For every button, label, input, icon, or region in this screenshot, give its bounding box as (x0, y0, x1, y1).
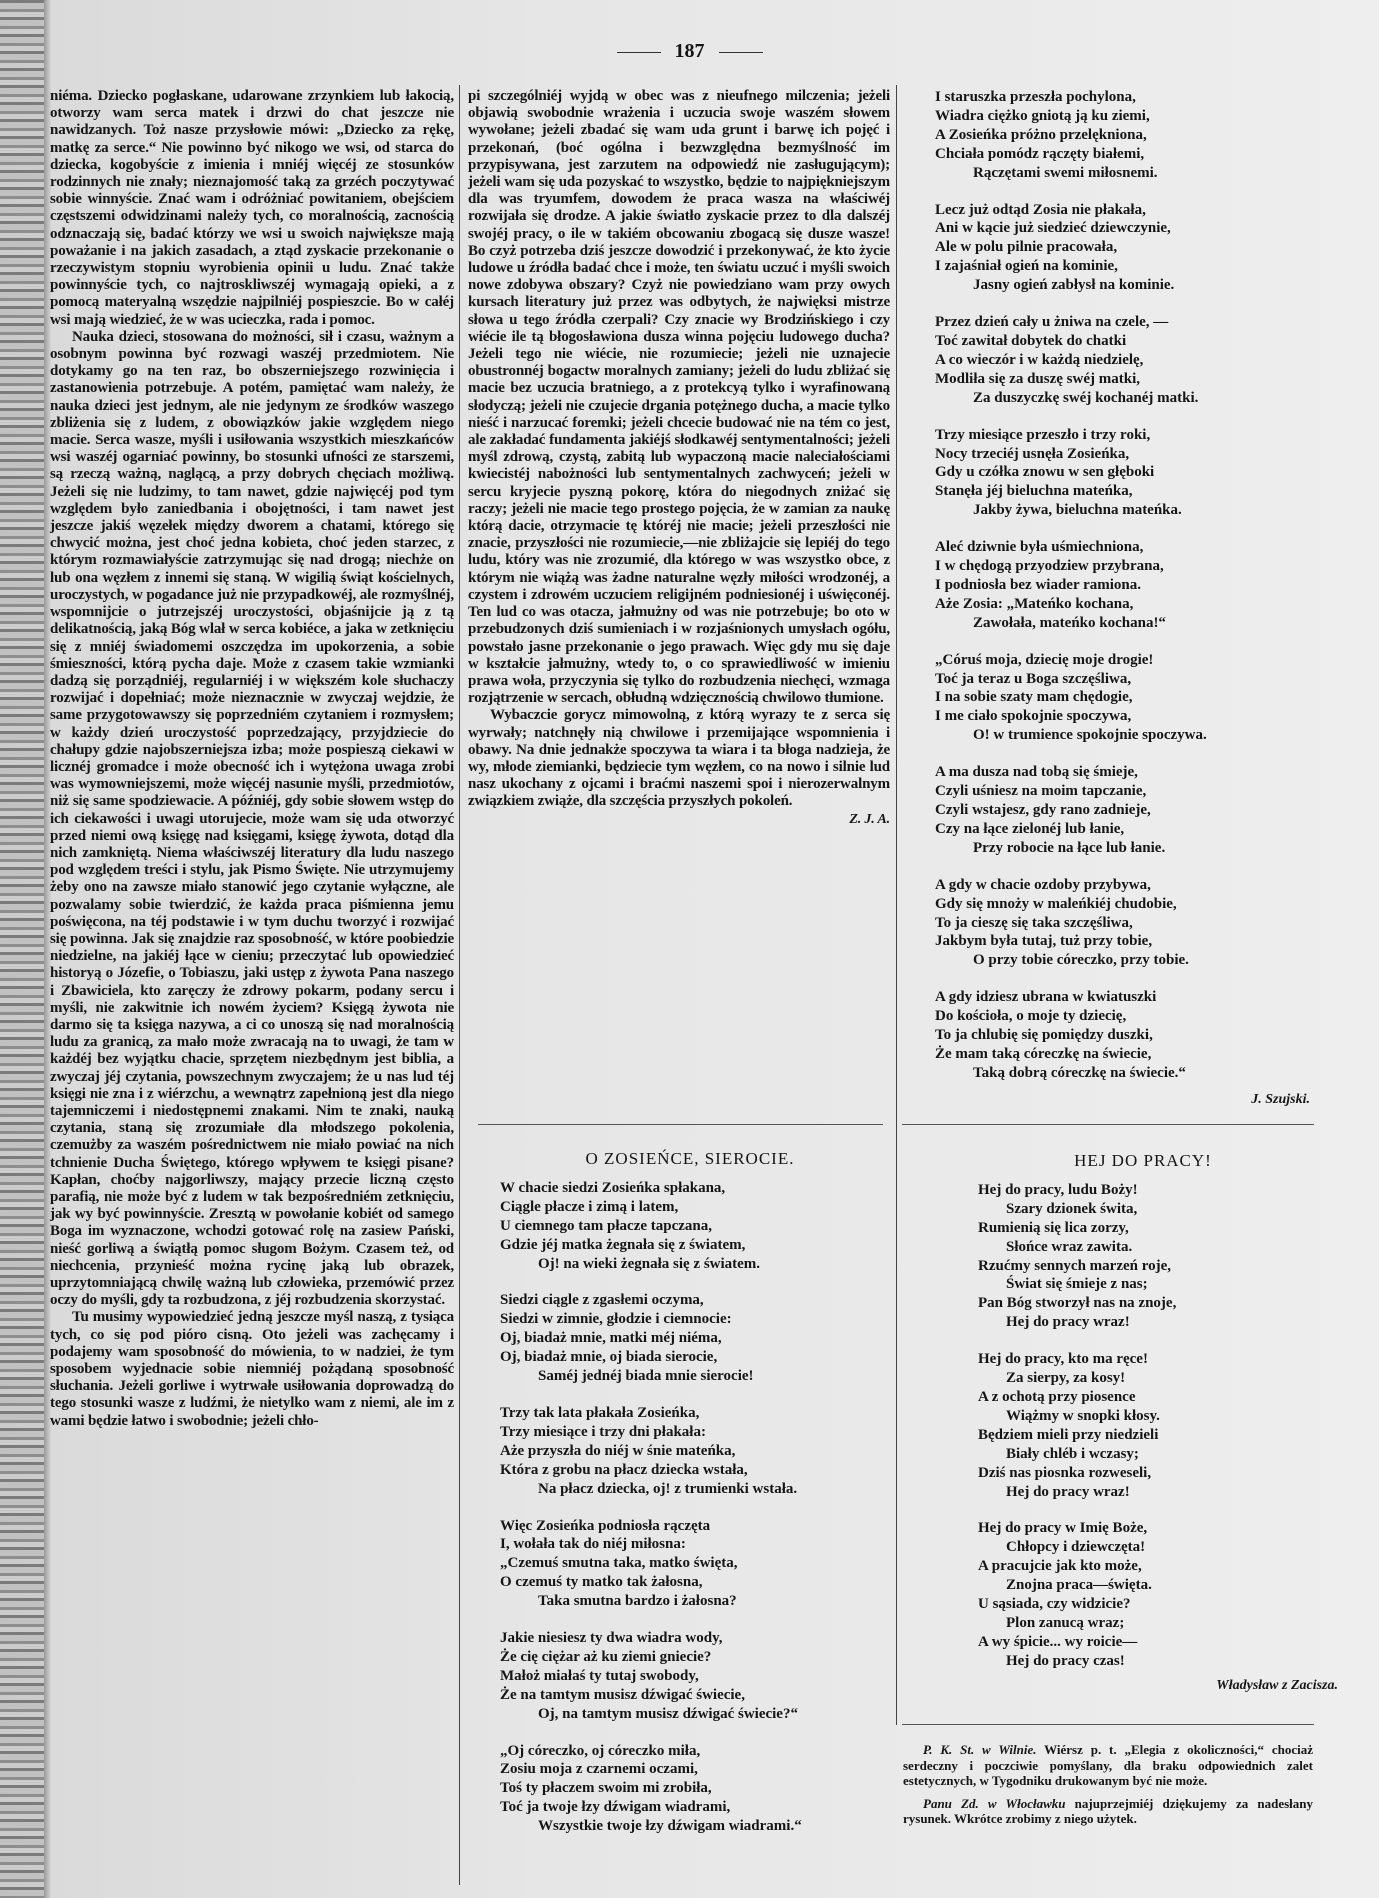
poem-line: Ale w polu pilnie pracowała, (935, 239, 1118, 256)
poem-line: I staruszka przeszła pochylona, (935, 89, 1136, 105)
poem-zosienka-part1 (500, 1150, 880, 1854)
stanza (500, 1517, 880, 1612)
stanza (935, 88, 1310, 183)
poem-line: Aleć dziwnie była uśmiechniona, (935, 539, 1144, 556)
poem-line: „Córuś moja, dziecię moje drogie! (935, 651, 1154, 668)
poem-line: Toć ja teraz u Boga szczęśliwa, (935, 670, 1132, 687)
poem-line: Świat się śmieje z nas; (1006, 1276, 1148, 1293)
poem-line: Będziem mieli przy niedzieli (978, 1426, 1159, 1443)
poem-line: Toć zawitał dobytek do chatki (935, 332, 1127, 349)
poem-line: Toć ja twoje łzy dźwigam wiadrami, (500, 1799, 731, 1816)
poem-line: To ja cieszę się taka szczęśliwa, (935, 914, 1133, 931)
poem-line: Hej do pracy wraz! (1006, 1483, 1130, 1500)
page-number-text: 187 (674, 40, 705, 62)
poem-line: Oj! na wieki żegnała się z światem. (538, 1255, 761, 1272)
poem-line: „Czemuś smutna taka, matko święta, (500, 1555, 738, 1572)
editorial-note (903, 1796, 1313, 1827)
column-divider-2 (896, 85, 897, 1725)
poem-line: Siedzi ciągle z zgasłemi oczyma, (500, 1292, 704, 1309)
author-signature: Władysław z Zacisza. (1216, 1677, 1338, 1693)
poem-line: Hej do pracy, kto ma ręce! (978, 1351, 1148, 1368)
poem-line: Nocy trzeciéj usnęła Zosieńka, (935, 445, 1130, 462)
poem-line: Szary dzionek świta, (1006, 1200, 1138, 1217)
notes-rule (902, 1724, 1314, 1725)
column-divider-1 (459, 85, 460, 1885)
poem-line: I w chędogą przyodziew przybrana, (935, 558, 1164, 575)
poem-line: Oj, biadaż mnie, matki méj niéma, (500, 1330, 722, 1347)
poem-title: HEJ DO PRACY! (1074, 1151, 1212, 1170)
stanza (500, 1629, 880, 1724)
poem-line: „Oj córeczko, oj córeczko miła, (500, 1742, 701, 1759)
stanza (500, 1291, 880, 1386)
poem-line: Rzućmy sennych marzeń roje, (978, 1257, 1172, 1274)
poem-line: Trzy miesiące przeszło i trzy roki, (935, 426, 1151, 443)
poem-line: U sąsiada, czy widzicie? (978, 1596, 1131, 1613)
section-rule-col2 (478, 1124, 883, 1125)
poem-line: Czyli wstajesz, gdy rano zadnieje, (935, 802, 1151, 818)
poem-zosienka-part2 (935, 88, 1310, 1110)
poem-line: Małoż miałaś ty tutaj swobody, (500, 1667, 699, 1684)
stanza (500, 1404, 880, 1499)
poem-line: Pan Bóg stworzył nas na znoje, (978, 1295, 1177, 1312)
poem-line: A co wieczór i w każdą niedzielę, (935, 351, 1144, 368)
poem-line: Oj, na tamtym musisz dźwigać świecie?“ (538, 1705, 798, 1722)
poem-title: O ZOSIEŃCE, SIEROCIE. (585, 1149, 795, 1168)
paragraph: Tu musimy wypowiedzieć jedną jeszcze myśl naszą, z tysiąca tych, co się pod pióro cisną. Oto jeżeli was zachęcamy i podajemy wam sposobność do mówienia, to w nadziei, że tym sposobem wyjednacie sobie niemniéj pożądaną sposobność słuchania. Jeżeli gorliwe i wytrwałe usiłowania doprowadzą do tego stosunki wasze z ludźmi, że nietylko wam z niemi, ale im z wami będzie łatwo i swobodnie; jeżeli chło- (50, 1309, 454, 1429)
poem-line: To ja chlubię się pomiędzy duszki, (935, 1027, 1153, 1044)
author-signature: J. Szujski. (1251, 1091, 1310, 1107)
poem-line: O przy tobie córeczko, przy tobie. (973, 952, 1189, 969)
poem-line: Hej do pracy w Imię Boże, (978, 1520, 1148, 1537)
poem-line: Aże przyszła do niéj w śnie mateńka, (500, 1442, 736, 1459)
stanza (935, 538, 1310, 633)
poem-line: Chłopcy i dziewczęta! (1006, 1539, 1146, 1556)
poem-line: Przez dzień cały u żniwa na czele, — (935, 314, 1169, 331)
poem-line: Przy robocie na łące lub łanie. (973, 839, 1166, 856)
poem-line: I na sobie szaty mam chędogie, (935, 689, 1133, 706)
poem-line: Która z grobu na płacz dziecka wstała, (500, 1461, 748, 1478)
editorial-note (903, 1742, 1313, 1789)
page-number (0, 40, 1379, 63)
poem-line: Czy na łące zielonéj lub łanie, (935, 820, 1125, 837)
poem-line: Wiążmy w snopki kłosy. (1006, 1407, 1160, 1424)
paragraph: Nauka dzieci, stosowana do możności, sił i czasu, ważnym a osobnym powinna być rozwagi waszéj przedmiotem. Nie dotykamy go na ten raz, bo obszerniejszego rozwinięcia i zastanowienia potrzebuje. A potém, pamiętać wam należy, że nauka dzieci jest jednym, ale nie jedynym ze środków waszego zbliżenia się z ludem, z obowiązków jakie względem niego macie. Serca wasze, myśli i usiłowania wszystkich mieszkańców wsi waszéj ogarniać powinny, bo stosunki ufności ze starszemi, są rzeczą ważną, naglącą, a przy dobrych chęciach możliwą. Jeżeli się nie ludzimy, to tam nawet, gdzie najwięcéj pod tym względem było zaniedbania i obojętności, i tam nawet jest jeszcze jakiś węzełek między dworem a chatami, którego się chwycić można, jest choć jedna kobieta, choć jeden starzec, z którym rozmawiałyście zatrzymując się nad drogą; niechże on lub ona węzłem z innemi się staną. W wigilią świąt kościelnych, uroczystych, w pogadance już nie przypadkowéj, ale rozmyślnéj, wspomnijcie o jutrzejszéj uroczystości, objaśnijcie ją z tą delikatnością, jaką Bóg wlał w serca kobiéce, a jaka w zetknięciu się z mniéj świadomemi oszczędza im upokorzenia, a sobie śmieszności, którą pycha daje. Może z czasem takie wzmianki dadzą się porządniéj, regularniéj i w większém kole słuchaczy rozwijać i dopełniać; może nieznacznie w zwyczaj wejdzie, że same przygotowawszy się poprzedniém czytaniem i rozmysłem; w każdy dzień uroczystość poprzedzający, przyjdziecie do chałupy gdzie najobszerniejsza izba; może pospieszą ciekawi w licznéj gromadce i może obecność ich i wytężona uwaga zrobi was wymowniejszemi, może więcéj nasunie myśli, przedmiotów, niż się same spodziewacie. A późniéj, gdy sobie słowem wstęp do ich ciekawości i uwagi utorujecie, może wam się uda otworzyć przed niemi ową księgę nad księgami, księgę żywota, dotąd dla nich zamkniętą. Niema właściwszéj literatury dla ludu naszego pod względem treści i stylu, jak Pismo Święte. Nie utrzymujemy żeby ono na zawsze miało stanowić jego czytanie wyłączne, ale pozwalamy sobie twierdzić, że każda praca piśmienna jemu poświęcona, na téj podstawie i w tym duchu tworzyć i rozwijać się powinna. Jak się znajdzie raz sposobność, w które poobiedzie niedzielne, na jakiéj łące w cieniu; przeczytać lub opowiedzieć historyą o Józefie, o Tobiaszu, jaki ustęp z żywota Pana naszego i Zbawiciela, kto zaręczy że zdrowy pokarm, podany sercu i myśli, nie zakwitnie ich nowém życiem? Księgą żywota nie darmo się ta księga nazywa, a ci co unoszą się nad moralnością ludu za granicą, za mało może zwracają na to uwagi, że tam w każdéj bez wyjątku chacie, sprzętem niezbędnym jest biblia, a zwyczaj jéj czytania, powszechnym zwyczajem; że u nas lud téj księgi nie zna i z wiérzchu, a wewnątrz zapełnioną jest dla niego tajemniczemi i niedostępnemi znakami. Nim te znaki, nauką czytania, staną się zrozumiałe dla młodszego pokolenia, czemużby za waszém pośrednictwem nie miało powiać na nich tchnienie Ducha Świętego, którego wpływem te księgi pisane? Kapłan, choćby najgorliwszy, mający przecie liczną często parafią, nie może być z ludem w tak bezpośredniém zetknięciu, jak wy być powinnyście. Zresztą w powołanie kobiét od samego Boga im wyznaczone, wchodzi gotować rolę na zasiew Pański, nieść gorliwą a świątłą pomoc sługom Bożym. Czasem też, od niechcenia, przynieść można rycinę jaką lub obrazek, uprzytomniającą chwilę ważną lub człowieka, przemówić przez oczy do myśli, gdy ta rozbudzona, z jéj rozbudzenia skorzystać. (50, 328, 454, 1309)
poem-line: Trzy miesiące i trzy dni płakała: (500, 1423, 706, 1440)
poem-line: I, wołała tak do niéj miłosna: (500, 1536, 686, 1553)
author-signature: Z. J. A. (849, 811, 890, 827)
poem-line: Gdy u czółka znowu w sen głęboki (935, 464, 1155, 481)
paragraph: niéma. Dziecko pogłaskane, udarowane zrzynkiem lub łakocią, otworzy wam serca matek i drzwi do chat jeszcze nie nawidzanych. Toż nasze przysłowie mówi: „Dziecko za rękę, matkę za serce.“ Nie powinno być nikogo we wsi, od starca do dziecka, kogobyście z imienia i mniéj więcéj ze stosunków rodzinnych nie znały; nieznajomość taką za grzéch poczytywać sobie winnyście. Znać wam i odróżniać powitaniem, obejściem częstszemi odwidzinami należy tych, co moralnością, zacnością odznaczają się, badać którzy we wsi u swoich największe mają poważanie i na jakich zasadach, a ztąd zyskacie przekonanie o rzeczywistym stopniu wyrobienia opinii u ludu. Znać także powinnyście tych, co najtroskliwszéj wymagają opieki, a z pomocą materyalną wszędzie najpilniéj pospieszcie. Bo w całéj wsi mają wiedzieć, że w was ucieczka, rada i pomoc. (50, 88, 454, 328)
poem-line: A ma dusza nad tobą się śmieje, (935, 764, 1138, 781)
poem-line: Że cię ciężar aż ku ziemi gniecie? (500, 1648, 712, 1665)
poem-line: A z ochotą przy piosence (978, 1388, 1136, 1405)
note-text: najuprzejmiéj dziękujemy za nadesłany rysunek. Wkrótce zrobimy z niego użytek. (903, 1795, 1314, 1826)
stanza (935, 426, 1310, 521)
poem-line: Taka smutna bardzo i żałosna? (538, 1593, 737, 1610)
poem-line: Stanęła jéj bieluchna mateńka, (935, 483, 1133, 500)
poem-line: U ciemnego tam płacze tapczana, (500, 1217, 713, 1234)
poem-line: Modliła się za duszę swéj matki, (935, 370, 1140, 387)
poem-line: A gdy w chacie ozdoby przybywa, (935, 876, 1151, 893)
poem-line: O! w trumience spokojnie spoczywa. (973, 727, 1207, 744)
poem-line: Jakby żywa, bieluchna mateńka. (973, 502, 1182, 519)
poem-line: Zawołała, mateńko kochana!“ (973, 614, 1166, 631)
section-rule-col3 (902, 1124, 1314, 1125)
column-2-article (468, 88, 890, 828)
poem-line: Na płacz dziecka, oj! z trumienki wstała. (538, 1480, 798, 1497)
poem-line: Trzy tak lata płakała Zosieńka, (500, 1404, 700, 1421)
dash-left (617, 52, 661, 53)
poem-line: A gdy idziesz ubrana w kwiatuszki (935, 989, 1157, 1006)
poem-line: Jakie niesiesz ty dwa wiadra wody, (500, 1630, 723, 1647)
poem-line: Oj, biadaż mnie, oj biada sierocie, (500, 1349, 718, 1366)
stanza (935, 876, 1310, 971)
poem-line: I podniosła bez wiader ramiona. (935, 576, 1141, 593)
poem-line: Aże Zosia: „Mateńko kochana, (935, 595, 1134, 612)
poem-line: Jasny ogień zabłysł na kominie. (973, 277, 1175, 294)
note-addressee: Panu Zd. w Włocławku (923, 1795, 1066, 1811)
stanza (935, 313, 1310, 408)
poem-line: Hej do pracy czas! (1006, 1652, 1125, 1669)
poem-line: Że na tamtym musisz dźwigać świecie, (500, 1686, 745, 1703)
stanza (978, 1350, 1308, 1501)
poem-line: Gdy się mnoży w maleńkiéj chudobie, (935, 895, 1177, 912)
poem-line: Siedzi w zimnie, głodzie i ciemnocie: (500, 1311, 732, 1328)
poem-line: Rumienią się lica zorzy, (978, 1219, 1129, 1236)
poem-line: Czyli uśniesz na moim tapczanie, (935, 783, 1147, 800)
column-1-article (50, 88, 454, 1430)
note-text: Wiérsz p. t. „Elegia z okoliczności,“ chociaż serdeczny i poczciwie pomyślany, dla braku odpowiednich zalet estetycznych, w Tygodniku drukowanym być nie może. (903, 1742, 1313, 1788)
note-addressee: P. K. St. w Wilnie. (923, 1742, 1037, 1757)
poem-line: Saméj jednéj biada mnie sierocie! (538, 1368, 754, 1385)
poem-hej-do-pracy (978, 1151, 1338, 1696)
poem-line: Rączętami swemi miłosnemi. (973, 164, 1158, 181)
poem-line: Że mam taką córeczkę na świecie, (935, 1045, 1152, 1062)
stanza (500, 1742, 880, 1837)
stanza (935, 201, 1310, 296)
poem-line: Taką dobrą córeczkę na świecie.“ (973, 1064, 1186, 1081)
stanza (935, 651, 1310, 746)
poem-line: O czemuś ty matko tak żałosna, (500, 1574, 703, 1591)
poem-line: Zosiu moja z czarnemi oczami, (500, 1761, 698, 1778)
poem-line: Więc Zosieńka podniosła rączęta (500, 1517, 711, 1534)
poem-line: Gdzie jéj matka żegnała się z światem, (500, 1236, 746, 1253)
poem-line: I me ciało spokojnie spoczywa, (935, 708, 1132, 725)
poem-line: Biały chléb i wczasy; (1006, 1445, 1139, 1462)
stanza (978, 1181, 1308, 1332)
adjacent-page-bleed (0, 0, 44, 1898)
poem-line: Hej do pracy, ludu Boży! (978, 1181, 1138, 1198)
poem-line: Wszystkie twoje łzy dźwigam wiadrami.“ (538, 1818, 802, 1835)
poem-line: Ciągle płacze i zimą i latem, (500, 1198, 679, 1215)
dash-right (719, 52, 763, 53)
poem-line: Jakbym była tutaj, tuż przy tobie, (935, 933, 1153, 950)
editorial-notes (903, 1742, 1313, 1834)
poem-line: Chciała pomódz rączęty białemi, (935, 145, 1145, 162)
poem-line: Za sierpy, za kosy! (1006, 1370, 1126, 1387)
stanza (935, 988, 1310, 1083)
stanza (978, 1519, 1308, 1670)
poem-line: Dziś nas piosnka rozweseli, (978, 1464, 1152, 1481)
stanza (935, 763, 1310, 858)
poem-line: A wy śpicie... wy roicie— (978, 1633, 1138, 1650)
poem-line: Wiadra ciężko gniotą ją ku ziemi, (935, 107, 1150, 124)
stanza (500, 1179, 880, 1274)
poem-line: Do kościoła, o moje ty dziecię, (935, 1008, 1127, 1025)
paragraph: pi szczególniéj wyjdą w obec was z nieufnego milczenia; jeżeli objawią swobodnie wrażenia i uczucia swoje waszém słowem wywołane; jeżeli zbadać się wam uda grunt i barwę ich pojęć i przekonań, (boć ogólna i bezwzględna bezmyślność im przypisywana, jest zarzutem na odpowiedź nie zasługującym); jeżeli wam się uda pozyskać to wszystko, będzie to najpiękniejszym dla was tryumfem, dowodem że praca wasza na właściwéj rozwijała się drodze. A jakie światło zyskacie przez to dla dalszéj swojéj pracy, o ile w takiém obcowaniu zbogacą się dusze wasze! Bo czyż potrzeba dziś jeszcze dowodzić i przekonywać, że kto życie ludowe u źródła badać chce i może, ten światu uczuć i myśli swoich nowe zdobywa obszary? Czyż nie powiedziano wam przy owych kursach literatury już przez was odbytych, że najwięksi mistrze słowa u tego źródła czerpali? Czy znacie wy Brodzińskiego i czy wiécie ile tą błogosławiona dusza winna pojęciu ludowego ducha? Jeżeli tego nie wiécie, nie rozumiecie; jeżeli nie uznajecie obustronnéj bogactw moralnych zamiany; jeżeli do ludu zbliżać się macie bez uczucia bratniego, a z protekcyą tylko i wyrafinowaną słodyczą; jeżeli nie czujecie drgania potężnego ducha, a macie tylko nieść i narzucać foremki; jeżeli chcecie budować nie na tém co jest, ale zakładać fundamenta jakiéjś słodkawéj sentymentalności; jeżeli myśl zdrową, czystą, zabitą lub wypaczoną macie naleciałościami kwiecistéj nabożności lub sentymentalnych zachwyceń; jeżeli w sercu kryjecie pyszną pokorę, która do niegodnych zniżać się raczy; jeżeli nie macie tego prostego pojęcia, że w zamian za naukę którą dacie, otrzymacie tę któréj nie macie; jeżeli przeszłości nie znacie, przyszłości nie rozumiecie,—nie zbliżajcie się lepiéj do tego ludu, który was nie zrozumié, dla którego w was wszystko obce, z którym nie wiążą was żadne naturalne węzły miłości wrodzonéj, a czystem i zdrowém uczuciem religijném podniesionéj i uświęconéj. Ten lud co was otacza, jałmużny od was nie potrzebuje; bo oto w przebudzonych dziś sumieniach i w rozjaśnionych umysłach ogółu, powstało jasne przekonanie o jego prawach. Więc gdy mu się daje w kształcie jałmużny, wtedy to, o co sprawiedliwość w imieniu prawa woła, przyczynia się tylko do rozbudzenia niechęci, wzmaga rozjątrzenie w sercach, obłudną wdzięcznością chwilowo tłumione. (468, 88, 890, 707)
poem-line: I zajaśniał ogień na kominie, (935, 258, 1118, 275)
poem-line: Plon zanucą wraz; (1006, 1614, 1125, 1631)
poem-line: Hej do pracy wraz! (1006, 1314, 1130, 1331)
poem-line: Słońce wraz zawita. (1006, 1238, 1133, 1255)
poem-line: A Zosieńka próżno przelękniona, (935, 126, 1147, 143)
poem-line: Ani w kącie już siedzieć dziewczynie, (935, 220, 1171, 237)
poem-line: Za duszyczkę swéj kochanéj matki. (973, 389, 1199, 406)
poem-line: W chacie siedzi Zosieńka spłakana, (500, 1179, 726, 1196)
poem-line: Lecz już odtąd Zosia nie płakała, (935, 201, 1146, 218)
poem-line: Toś ty płaczem swoim mi zrobiła, (500, 1780, 712, 1797)
poem-line: Znojna praca—święta. (1006, 1577, 1152, 1594)
paragraph: Wybaczcie gorycz mimowolną, z którą wyrazy te z serca się wyrwały; natchnęły nią chwilowe i przemijające wspomnienia i obawy. Na dnie jednakże spoczywa ta wiara i ta błoga nadzieja, że wy, młode ziemianki, będziecie tym węzłem, co na nowo i silnie lud nasz ukochany z ojcami i braćmi naszemi spoi i nierozerwalnym związkiem zwiąże, dla szczęścia przyszłych pokoleń. (468, 707, 890, 810)
poem-line: A pracujcie jak kto może, (978, 1558, 1142, 1575)
